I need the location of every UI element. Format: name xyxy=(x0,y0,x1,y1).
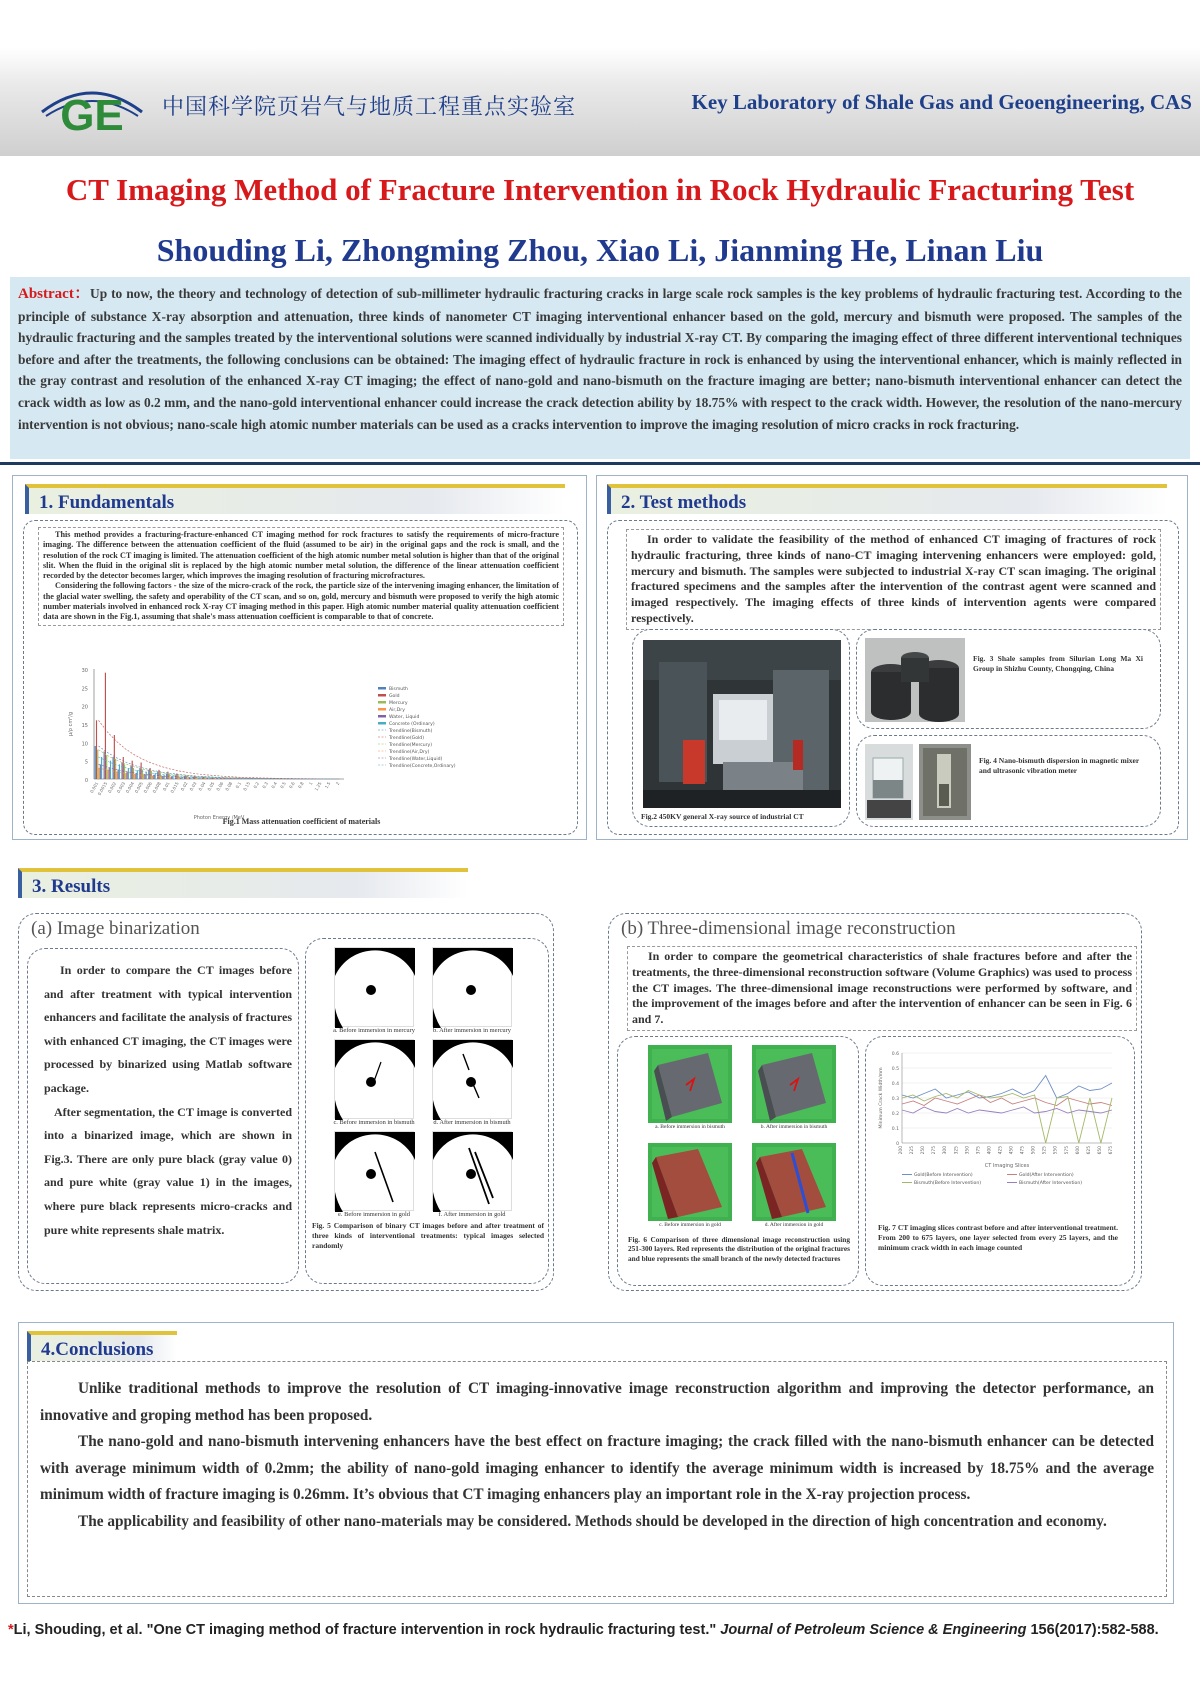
fig2-caption: Fig.2 450KV general X-ray source of industrial CT xyxy=(641,812,804,821)
fig1-bar xyxy=(198,778,199,779)
fig7-x-tick: 375 xyxy=(976,1146,982,1155)
fig1-y-tick: 20 xyxy=(81,704,88,711)
fig7-x-tick: 675 xyxy=(1109,1146,1114,1155)
fig6-reconstruction-image xyxy=(648,1143,732,1221)
fig5-image-label: e. Before immersion in gold xyxy=(338,1211,410,1218)
fig7-x-tick: 325 xyxy=(954,1146,960,1155)
fig1-bar xyxy=(123,757,124,779)
fig5-box xyxy=(305,938,549,1284)
fig1-x-tick: 0.04 xyxy=(197,781,207,792)
fig1-x-tick: 0.0015 xyxy=(96,781,109,797)
fig6-image-label: a. Before immersion in bismuth xyxy=(655,1124,725,1130)
conclusion-para3: The applicability and feasibility of other nano-materials may be considered. Methods should be developed in the direction of high concentration and economy. xyxy=(78,1512,1107,1530)
fig1-x-tick: 0.6 xyxy=(288,781,296,790)
fig7-x-tick: 450 xyxy=(1009,1146,1015,1155)
fig1-x-tick: 1 xyxy=(307,781,314,786)
fig7-x-tick: 350 xyxy=(965,1146,971,1155)
fig1-bar xyxy=(101,757,102,779)
fig3-caption: Fig. 3 Shale samples from Silurian Long Ma Xi Group in Shizhu County, Chongqing, China xyxy=(973,654,1143,673)
fig1-bar xyxy=(188,778,189,779)
fig1-bar xyxy=(124,764,125,779)
fundamentals-text xyxy=(38,527,564,626)
fig1-bar xyxy=(158,770,159,779)
fig1-bar xyxy=(170,777,171,779)
test-methods-text: In order to validate the feasibility of the method of enhanced CT imaging of fractures of rock hydraulic fracturing, three kinds of nano-CT imaging intervening enhancers were employed: gold, mercury and bismuth. The samples were subjected to industrial X-ray CT scan imaging. The original fractured specimens and the samples after the intervention of the contrast agent were scanned and imaged respectively. The imaging effects of three kinds of intervention agents were compared respectively. xyxy=(626,529,1161,630)
lab-logo xyxy=(38,72,146,134)
fig1-legend-swatch xyxy=(378,701,386,704)
abstract-text: Up to now, the theory and technology of detection of sub-millimeter hydraulic fracturing cracks in large scale rock samples is the key problems of hydraulic fracturing test. According to the principle of substance X-ray absorption and attenuation, three kinds of nanometer CT imaging interventional enhancer based on the gold, mercury and bismuth were proposed. The samples of the hydraulic fracturing and the samples treated by the interventional solutions were scanned individually by industrial X-ray CT. By comparing the imaging effect of three different interventional techniques before and after the treatments, the following conclusions can be obtained: The imaging effect of hydraulic fracture in rock is enhanced by using the interventional enhancer, which is mainly reflected in the gray contrast and resolution of the enhanced X-ray CT imaging; the effect of nano-gold and nano-bismuth on the fracture imaging are better; nano-bismuth interventional enhancer can detect the crack width as low as 0.2 mm, and the nano-gold interventional enhancer could increase the crack detection ability by 18.75% with respect to the crack width. However, the resolution of the nano-mercury intervention is not obvious; nano-scale high atomic number materials can be used as a cracks intervention to improve the imaging resolution of micro cracks in rock fracturing. xyxy=(18,286,1182,432)
binarization-panel xyxy=(18,913,554,1291)
fig6-reconstruction-image xyxy=(752,1143,836,1221)
reconstruction-panel xyxy=(608,913,1142,1291)
reconstruction-title: (b) Three-dimensional image reconstruction xyxy=(621,918,956,939)
fig5-image-label: f. After immersion in gold xyxy=(438,1211,506,1218)
fig1-bar xyxy=(104,752,105,780)
logo-text: GE xyxy=(60,91,124,134)
conclusion-para2: The nano-gold and nano-bismuth intervening enhancers have the best effect on fracture imaging; the crack filled with the nano-bismuth enhancer can be detected with average minimum width of 0.2mm; the ability of nano-gold imaging enhancer to identify the average minimum width is increased by 18.75% and the average minimum width of fracture imaging is 0.26mm. It’s obvious that CT imaging enhancers play an important role in the X-ray projection process. xyxy=(40,1433,1154,1504)
fig1-legend-trend-label: Trendline(Bismuth) xyxy=(389,729,433,734)
fig7-x-tick: 650 xyxy=(1097,1146,1103,1155)
fig1-x-tick: 0.06 xyxy=(215,781,225,792)
magnetic-mixer-photo xyxy=(865,744,913,820)
fig1-bar xyxy=(164,775,165,779)
fig7-legend-label: Bismuth(After Intervention) xyxy=(1019,1181,1083,1186)
results-heading: 3. Results xyxy=(18,868,468,898)
reconstruction-text: In order to compare the geometrical characteristics of shale fractures before and after the treatments, the three-dimensional reconstruction software (Volume Graphics) was used to process the CT images. The three-dimensional image reconstructions were performed by software, and the improvement of the images before and after the intervention of enhancer can be seen in Fig. 6 and 7. xyxy=(627,946,1137,1031)
fig7-y-tick: 0.6 xyxy=(891,1052,899,1057)
fig1-x-tick: 0.05 xyxy=(206,781,216,792)
fig5-image-label: a. Before immersion in mercury xyxy=(333,1027,415,1034)
fig7-series-line xyxy=(902,1107,1112,1113)
fig1-x-tick: 0.15 xyxy=(242,781,252,792)
fig7-y-tick: 0.1 xyxy=(891,1127,899,1132)
fig7-x-tick: 600 xyxy=(1075,1146,1081,1155)
fig1-x-tick: 1.25 xyxy=(313,781,323,792)
fig4-box xyxy=(856,735,1161,827)
fig6-reconstruction-image xyxy=(752,1045,836,1123)
fig1-x-tick: 0.008 xyxy=(151,781,162,794)
shale-samples-photo xyxy=(865,638,965,722)
fig1-bar xyxy=(142,769,143,779)
fig5-ct-image xyxy=(432,1039,512,1119)
fig1-y-tick: 25 xyxy=(81,686,88,693)
fig1-legend-label: Water, Liquid xyxy=(389,715,420,720)
test-methods-heading: 2. Test methods xyxy=(607,484,1167,514)
fig1-bar xyxy=(141,763,142,780)
binarization-para2: After segmentation, the CT image is converted into a binarized image, which are shown in Fig.3. There are only pure black (gray value 0) and pure white (gray value 1) in the images, where pure black represents micro-cracks and pure white represents shale matrix. xyxy=(44,1104,292,1237)
fig7-x-tick: 500 xyxy=(1031,1146,1037,1155)
fig7-x-tick: 300 xyxy=(943,1146,949,1155)
fig1-x-tick: 0.005 xyxy=(133,781,144,794)
fig6-box xyxy=(617,1036,859,1286)
fig5-image-label: b. After immersion in mercury xyxy=(433,1027,511,1034)
fig1-x-tick: 0.02 xyxy=(179,781,189,792)
fig7-x-tick: 475 xyxy=(1020,1146,1026,1155)
fig4-caption: Fig. 4 Nano-bismuth dispersion in magnetic mixer and ultrasonic vibration meter xyxy=(979,756,1140,775)
fig7-y-tick: 0.3 xyxy=(891,1097,899,1102)
fig1-x-tick: 0.015 xyxy=(169,781,180,794)
fig1-legend-label: Air,Dry xyxy=(389,708,405,713)
fig1-x-tick: 0.001 xyxy=(89,781,100,794)
fig1-x-label: Photon Energy /MeV xyxy=(193,815,245,821)
fig1-x-tick: 1.5 xyxy=(323,781,332,790)
fig7-y-tick: 0.2 xyxy=(891,1112,899,1117)
fig1-trendline xyxy=(99,746,340,779)
ct-machine-photo xyxy=(643,640,841,808)
fig1-legend-label: Mercury xyxy=(389,701,408,706)
fig1-x-tick: 0.002 xyxy=(106,781,118,794)
fig1-x-tick: 0.5 xyxy=(279,781,287,790)
fig1-bar xyxy=(97,750,98,779)
fundamentals-para2: Considering the following factors - the size of the micro-crack of the rock, the particle size of the intervening imaging enhancer, the limitation of the glacial water swelling, the safety and operability of the CT scan, and so on, gold, mercury and bismuth were proposed to verify the high atomic number materials involved in enhanced rock X-ray CT imaging method in this paper. High atomic number material quality attenuation coefficient data are shown in the Fig.1, assuming that shale's mass attenuation coefficient is comparable to that of concrete. xyxy=(43,581,559,622)
header-bar xyxy=(0,48,1200,156)
fundamentals-heading: 1. Fundamentals xyxy=(25,484,565,514)
binarization-text xyxy=(44,959,292,1242)
fig1-legend-swatch xyxy=(378,715,386,718)
fig7-x-tick: 525 xyxy=(1042,1146,1048,1155)
fig1-x-tick: 0.08 xyxy=(224,781,234,792)
fig1-bar xyxy=(155,773,156,779)
fig1-bar xyxy=(207,778,208,779)
fig1-bar xyxy=(144,774,145,779)
fig7-series-line xyxy=(902,1091,1112,1144)
fig6-image-label: b. After immersion in bismuth xyxy=(760,1124,828,1130)
test-methods-panel xyxy=(596,475,1188,840)
fig1-legend-trend-label: Trendline(Air,Dry) xyxy=(389,750,430,755)
fig1-legend-swatch xyxy=(378,722,386,725)
fig1-y-tick: 15 xyxy=(81,723,88,729)
fig7-x-tick: 400 xyxy=(987,1146,993,1155)
fig3-box xyxy=(856,629,1161,729)
binarization-title: (a) Image binarization xyxy=(31,918,200,939)
fig1-bar xyxy=(125,773,126,779)
fig1-bar xyxy=(114,735,115,779)
fig1-legend-trend-label: Trendline(Concrete,Ordinary) xyxy=(389,764,456,769)
fig7-x-tick: 625 xyxy=(1086,1146,1092,1155)
fig7-x-tick: 225 xyxy=(910,1146,916,1155)
fig7-x-tick: 550 xyxy=(1053,1146,1059,1155)
fig1-x-tick: 0.01 xyxy=(161,781,171,792)
fig5-image-label: d. After immersion in bismuth xyxy=(433,1119,511,1126)
fig5-image-label: c. Before immersion in bismuth xyxy=(333,1119,415,1126)
fig1-bar xyxy=(105,673,106,779)
fig1-bar xyxy=(171,777,172,779)
fig1-x-tick: 0.8 xyxy=(297,781,305,790)
fig7-legend-label: Gold(After Intervention) xyxy=(1019,1173,1074,1178)
reference xyxy=(8,1622,1198,1638)
reference-main: Li, Shouding, et al. "One CT imaging method of fracture intervention in rock hydraulic fracturing test." xyxy=(13,1622,721,1638)
fig1-x-tick: 0.3 xyxy=(261,781,269,790)
fig1-y-tick: 10 xyxy=(81,741,88,748)
fig1-legend-label: Bismuth xyxy=(389,687,408,692)
fig1-legend-trend-label: Trendline(Gold) xyxy=(389,736,425,741)
fig7-chart xyxy=(872,1043,1122,1213)
fig1-x-tick: 0.004 xyxy=(124,781,136,794)
fig6-image-label: d. After immersion in gold xyxy=(764,1222,824,1228)
lab-name-cn: 中国科学院页岩气与地质工程重点实验室 xyxy=(162,95,577,120)
fig7-legend-label: Gold(Before Intervention) xyxy=(914,1173,973,1178)
fig7-y-tick: 0 xyxy=(896,1142,899,1147)
fig1-legend-trend-label: Trendline(Mercury) xyxy=(389,743,433,748)
fig1-bar xyxy=(137,770,138,779)
fig6-image-label: c. Before immersion in gold xyxy=(659,1222,721,1228)
fig1-x-tick: 0.4 xyxy=(270,781,278,790)
fig1-x-tick: 0.2 xyxy=(252,781,261,790)
fig5-ct-image xyxy=(334,947,414,1027)
fig2-box xyxy=(632,629,850,827)
fig1-y-tick: 30 xyxy=(81,668,88,674)
fig1-bar xyxy=(197,778,198,779)
fig1-legend-swatch xyxy=(378,694,386,697)
fig1-bar xyxy=(127,772,128,779)
divider xyxy=(0,462,1200,465)
fig1-legend-label: Concrete (Ordinary) xyxy=(389,722,435,727)
fig1-bar xyxy=(134,774,135,779)
fig5-ct-image xyxy=(334,1131,414,1211)
fig1-bar xyxy=(148,770,149,779)
fig1-bar xyxy=(167,772,168,779)
fig5-caption: Fig. 5 Comparison of binary CT images before and after treatment of three kinds of interventional treatments: typical images selected randomly xyxy=(312,1221,544,1250)
fig1-x-tick: 0.03 xyxy=(188,781,198,792)
fig1-bar xyxy=(128,768,129,779)
abstract-label: Abstract： xyxy=(18,286,91,302)
fig1-bar xyxy=(96,720,97,779)
fig1-x-tick: 0.1 xyxy=(234,781,243,790)
fig1-bar xyxy=(116,772,117,779)
fig1-legend-trend-label: Trendline(Water,Liquid) xyxy=(389,757,443,762)
fig6-reconstruction-image xyxy=(648,1045,732,1123)
fig7-caption: Fig. 7 CT imaging slices contrast before and after interventional treatment. From 200 to 675 layers, one layer selected from every 25 layers, and the minimum crack width in each image counted xyxy=(878,1223,1118,1252)
fig1-bar xyxy=(162,776,163,779)
fig7-box xyxy=(865,1036,1135,1286)
fig1-bar xyxy=(166,774,167,780)
fig1-bar xyxy=(222,778,223,779)
fig7-x-tick: 575 xyxy=(1064,1146,1070,1155)
test-methods-box xyxy=(607,520,1179,835)
fig7-x-tick: 425 xyxy=(998,1146,1004,1155)
fig1-bar xyxy=(181,777,182,779)
fig7-legend-label: Bismuth(Before Intervention) xyxy=(914,1181,982,1186)
fig1-bar xyxy=(118,769,119,779)
fig1-legend-swatch xyxy=(378,687,386,690)
fig6-caption: Fig. 6 Comparison of three dimensional image reconstruction using 251-300 layers. Red represents the distribution of the original fractures and blue represents the small branch of the newly detected fractures xyxy=(628,1235,850,1263)
fig1-bar xyxy=(189,778,190,779)
fig1-x-tick: 0.006 xyxy=(142,781,153,794)
fig1-bar xyxy=(190,778,191,779)
conclusion-para1: Unlike traditional methods to improve the resolution of CT imaging-innovative image reconstruction algorithm and improving the detector performance, an innovative and groping method has been proposed. xyxy=(40,1380,1154,1424)
fig1-x-tick: 2 xyxy=(334,781,341,786)
fig5-ct-image xyxy=(432,947,512,1027)
fig1-caption: Fig.1 Mass attenuation coefficient of materials xyxy=(222,817,381,826)
fig7-x-label: CT Imaging Slices xyxy=(984,1163,1030,1169)
fig1-bar xyxy=(208,778,209,779)
fundamentals-box xyxy=(23,520,578,835)
fig1-bar xyxy=(98,768,99,779)
fig1-bar xyxy=(115,759,116,779)
conclusions-box xyxy=(27,1361,1167,1597)
fig7-x-tick: 200 xyxy=(899,1146,904,1155)
fig1-legend-swatch xyxy=(378,708,386,711)
fig1-bar xyxy=(149,768,150,779)
fig1-bar xyxy=(180,778,181,779)
fig7-x-tick: 275 xyxy=(932,1146,938,1155)
fig1-y-label: μ/ρ cm²/g xyxy=(68,711,74,737)
ultrasonic-meter-photo xyxy=(919,744,971,820)
fig5-ct-image xyxy=(432,1131,512,1211)
reference-tail: 156(2017):582-588. xyxy=(1026,1622,1159,1638)
abstract xyxy=(10,277,1190,459)
conclusions-panel xyxy=(18,1322,1174,1604)
reference-journal: Journal of Petroleum Science & Engineering xyxy=(720,1622,1027,1638)
fig1-bar xyxy=(95,746,96,779)
fundamentals-para1: This method provides a fracturing-fracture-enhanced CT imaging method for rock fractures to satisfy the requirements of micro-fracture imaging. The difference between the attenuation coefficient of the fluid (assumed to be air) in the original gaps and the rock is small, and the resolution of the rock CT imaging is limited. The attenuation coefficient of the high atomic number metal solution is higher than that of the original slit. When the fluid in the original slit is replaced by the high atomic number metal solution, the difference of the linear attenuation coefficient recorded by the detector becomes larger, which improves the imaging resolution of fracturing microfractures. xyxy=(43,530,559,581)
fig1-bar xyxy=(172,776,173,779)
fig1-bar xyxy=(119,764,120,779)
fig1-bar xyxy=(109,767,110,779)
fig7-x-tick: 250 xyxy=(921,1146,927,1155)
fig7-y-tick: 0.5 xyxy=(891,1067,899,1072)
conclusions-heading: 4.Conclusions xyxy=(27,1331,177,1361)
fig7-y-label: Minimum Crack Width/mm xyxy=(879,1067,884,1129)
fig5-ct-image xyxy=(334,1039,414,1119)
fig1-x-tick: 0.003 xyxy=(115,781,127,794)
fig1-bar xyxy=(112,757,113,779)
fig1-bar xyxy=(110,761,111,779)
poster-title: CT Imaging Method of Fracture Intervention in Rock Hydraulic Fracturing Test xyxy=(65,172,1135,207)
fig1-bar xyxy=(100,764,101,779)
fig1-y-tick: 0 xyxy=(84,778,88,784)
fig1-bar xyxy=(132,761,133,779)
fig1-y-tick: 5 xyxy=(84,759,88,766)
fig1-chart xyxy=(54,661,504,836)
binarization-text-box xyxy=(27,948,299,1284)
binarization-para1: In order to compare the CT images before and after treatment with typical intervention enhancers and facilitate the analysis of fractures with enhanced CT imaging, the CT images were processed by binarized using Matlab software package. xyxy=(44,963,292,1095)
fig1-bar xyxy=(146,772,147,779)
fundamentals-panel xyxy=(12,475,587,840)
lab-name-en: Key Laboratory of Shale Gas and Geoengineering, CAS xyxy=(691,90,1192,114)
fig7-y-tick: 0.4 xyxy=(891,1082,899,1087)
fig1-bar xyxy=(135,773,136,779)
fig1-bar xyxy=(107,770,108,779)
fig1-legend-label: Gold xyxy=(389,694,400,699)
fig1-bar xyxy=(176,774,177,780)
fig1-bar xyxy=(199,778,200,779)
reference-star: * xyxy=(8,1622,14,1638)
poster-authors: Shouding Li, Zhongming Zhou, Xiao Li, Jianming He, Linan Liu xyxy=(156,232,1044,268)
fig7-series-line xyxy=(902,1095,1112,1106)
